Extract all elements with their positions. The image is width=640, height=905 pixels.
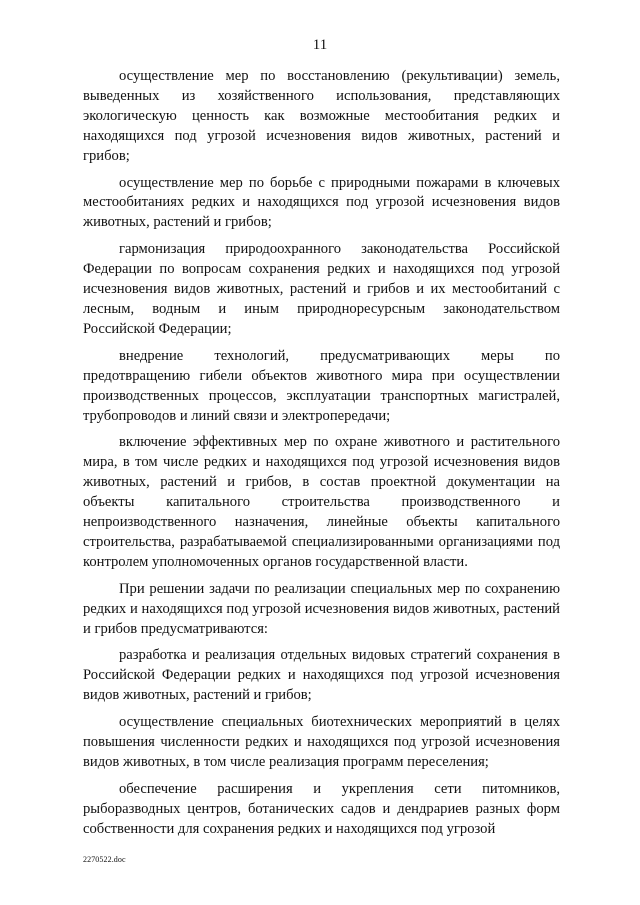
paragraph-law-harmonization: гармонизация природоохранного законодательства Российской Федерации по вопросам сохранения редких и находящихся под угрозой исчезновения видов животных, растений и грибов и их местообитаний с лесным, водным и иным природноресурсным законодательством Российской Федерации; [83,241,560,337]
paragraph-biotechnical-measures: осуществление специальных биотехнических мероприятий в целях повышения численности редких и находящихся под угрозой исчезновения видов животных, в том числе реализация программ переселения; [83,714,560,770]
paragraph-land-restoration: осуществление мер по восстановлению (рекультивации) земель, выведенных из хозяйственного использования, представляющих экологическую ценность как возможные местообитания редких и находящихся под угрозой исчезновения видов животных, растений и грибов; [83,68,560,164]
footer-filename: 2270522.doc [83,855,126,864]
paragraph-special-measures-intro: При решении задачи по реализации специальных мер по сохранению редких и находящихся под угрозой исчезновения видов животных, растений и грибов предусматриваются: [83,580,560,637]
page-number: 11 [312,37,328,53]
paragraph-technology-adoption: внедрение технологий, предусматривающих меры по предотвращению гибели объектов животного мира при осуществлении производственных процессов, эксплуатации транспортных магистралей, трубопроводов и линий связи и электропередачи; [83,347,560,424]
paragraph-project-documentation: включение эффективных мер по охране животного и растительного мира, в том числе редких и находящихся под угрозой исчезновения видов животных, растений и грибов, в состав проектной документации на объекты капитального строительства производственного и непроизводственного назначения, линейные объекты капитального строительства, разрабатываемой специализированными организациями под контролем уполномоченных органов государственной власти. [83,434,560,570]
paragraph-species-strategies: разработка и реализация отдельных видовых стратегий сохранения в Российской Федерации редких и находящихся под угрозой исчезновения видов животных, растений и грибов; [83,647,560,704]
paragraph-wildfire-control: осуществление мер по борьбе с природными пожарами в ключевых местообитаниях редких и находящихся под угрозой исчезновения видов животных, растений и грибов; [83,174,560,231]
paragraph-nursery-network: обеспечение расширения и укрепления сети питомников, рыборазводных центров, ботанических садов и дендрариев разных форм собственности для сохранения редких и находящихся под угрозой [83,780,560,837]
document-body [83,67,560,847]
